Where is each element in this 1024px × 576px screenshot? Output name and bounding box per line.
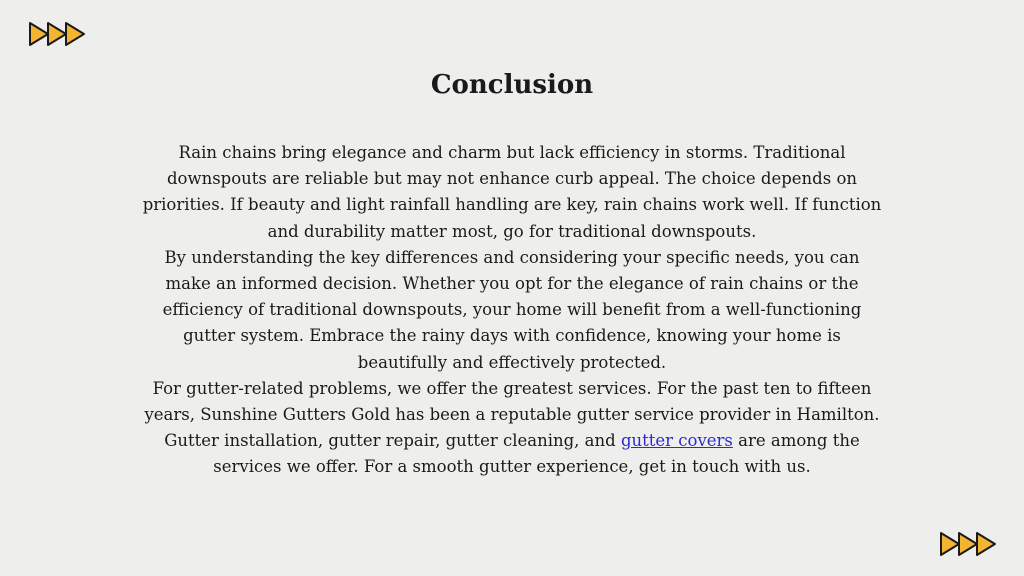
services-text-after: are among the services we offer. For a smooth gutter experience, get in touch with us. — [213, 431, 860, 477]
paragraph-services — [140, 376, 884, 481]
services-text-before: For gutter-related problems, we offer the greatest services. For the past ten to fifteen years, Sunshine Gutters Gold has been a reputable gutter service provider in Hamilton. Gutter installation, gutter repair, gutter cleaning, and — [144, 378, 880, 451]
conclusion-body — [140, 140, 884, 481]
triple-arrow-icon-top — [28, 20, 86, 48]
gutter-covers-link[interactable]: gutter covers — [620, 431, 733, 451]
page-title: Conclusion — [430, 70, 594, 100]
paragraph-decision: By understanding the key differences and considering your specific needs, you can make an informed decision. Whether you opt for the elegance of rain chains or the efficiency of traditional downspouts, your home will benefit from a well-functioning gutter system. Embrace the rainy days with confidence, knowing your home is beautifully and effectively protected. — [162, 247, 862, 372]
paragraph-summary: Rain chains bring elegance and charm but lack efficiency in storms. Traditional downspouts are reliable but may not enhance curb appeal. The choice depends on priorities. If beauty and light rainfall handling are key, rain chains work well. If function and durability matter most, go for traditional downspouts. — [142, 143, 882, 241]
triple-arrow-icon-bottom — [939, 530, 997, 558]
